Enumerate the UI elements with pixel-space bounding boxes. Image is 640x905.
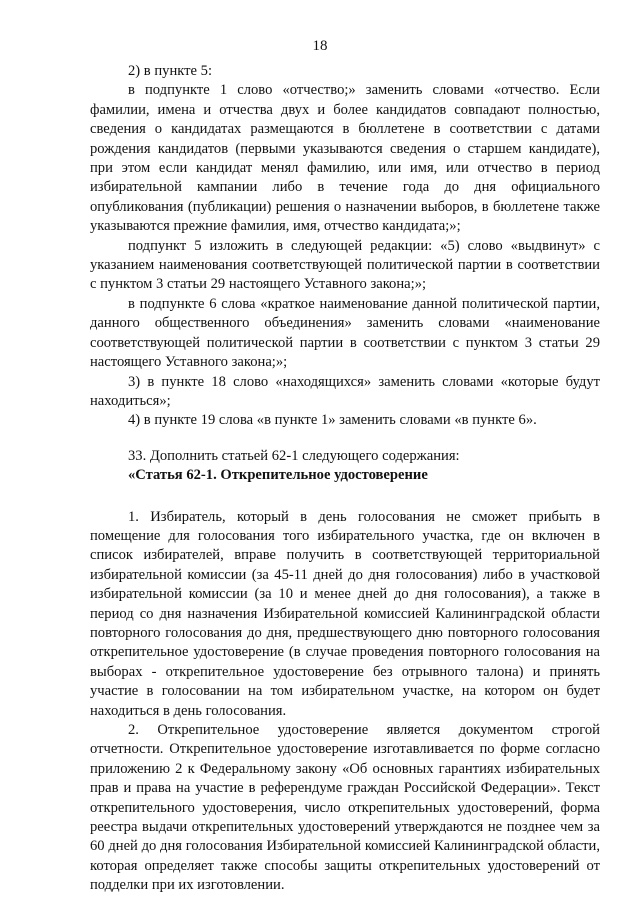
page-number: 18: [312, 38, 328, 54]
document-body: [90, 62, 600, 896]
paragraph: 3) в пункте 18 слово «находящихся» заменить словами «которые будут находиться»;: [90, 373, 600, 409]
spacer: [90, 486, 600, 508]
spacer: [90, 431, 600, 447]
paragraph: 2. Открепительное удостоверение является документом строгой отчетности. Открепительное удостоверение изготавливается по форме согласно приложению 2 к Федеральному закону «Об основных гарантиях избирательных прав и права на участие в референдуме граждан Российской Федерации». Текст открепительного удостоверения, число открепительных удостоверений, форма реестра выдачи открепительных удостоверений утверждаются не позднее чем за 60 дней до дня голосования Избирательной комиссией Калининградской области, которая определяет также способы защиты открепительных удостоверений от подделки при их изготовлении.: [90, 722, 600, 894]
paragraph: 2) в пункте 5:: [128, 63, 213, 79]
paragraph: 4) в пункте 19 слова «в пункте 1» заменить словами «в пункте 6».: [128, 412, 537, 429]
paragraph: 1. Избиратель, который в день голосования не сможет прибыть в помещение для голосования того избирательного участка, где он включен в список избирателей, вправе получить в соответствующей территориальной избирательной комиссии (за 45-11 дней до дня голосования) либо в участковой избирательной комиссии (за 10 и менее дней до дня голосования), а также в период со дня назначения Избирательной комиссией Калининградской области повторного голосования до дня, предшествующего дню повторного голосования открепительное удостоверение (в случае проведения повторного голосования на выборах - открепительное удостоверение без отрывного талона) и принять участие в голосовании на том избирательном участке, на котором он будет находиться в день голосования.: [90, 508, 600, 719]
article-title: «Статья 62-1. Открепительное удостоверение: [128, 467, 428, 484]
section-intro: 33. Дополнить статьей 62-1 следующего содержания:: [128, 447, 460, 464]
paragraph: подпункт 5 изложить в следующей редакции: «5) слово «выдвинут» с указанием наименования соответствующей политической партии в соответствии с пунктом 3 статьи 29 настоящего Уставного закона;»;: [90, 237, 600, 293]
paragraph: в подпункте 6 слова «краткое наименование данной политической партии, данного общественного объединения» заменить словами «наименование соответствующей политической партии в соответствии с пунктом 3 статьи 29 настоящего Уставного закона;»;: [90, 295, 600, 371]
paragraph: в подпункте 1 слово «отчество;» заменить словами «отчество. Если фамилии, имена и отчества двух и более кандидатов совпадают полностью, сведения о кандидатах размещаются в бюллетене в соответствии с датами рождения кандидатов (первыми указываются сведения о старшем кандидате), при этом если кандидат менял фамилию, или имя, или отчество в период избирательной кампании либо в течение года до дня официального опубликования (публикации) решения о назначении выборов, в бюллетене также указываются прежние фамилия, имя, отчество кандидата;»;: [90, 82, 600, 235]
